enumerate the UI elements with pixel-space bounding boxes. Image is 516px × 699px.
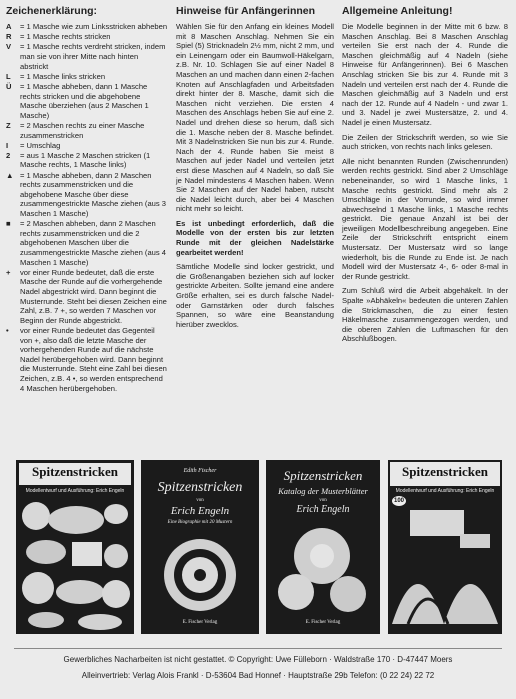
cover-name: Erich Engeln <box>170 505 230 517</box>
legend-text: = Umschlag <box>20 140 61 150</box>
legend-symbol: R <box>6 32 12 42</box>
legend-symbol: ▲ <box>6 170 14 180</box>
legend-symbol: Z <box>6 120 11 130</box>
lace-doilies-image <box>388 504 502 634</box>
legend-title: Zeichenerklärung: <box>6 5 98 17</box>
legend-item <box>6 42 168 71</box>
legend-text: = 2 Maschen rechts zu einer Masche zusammenstricken <box>20 120 145 140</box>
cover-von: von <box>196 498 204 503</box>
legend-symbol: Ü <box>6 81 12 91</box>
cover-von: von <box>319 498 327 503</box>
cover-subtitle: Modellentwurf und Ausführung: Erich Engeln <box>395 488 495 494</box>
legend-symbol: 2 <box>6 150 11 160</box>
legend-text: vor einer Runde bedeutet, daß die erste Masche der Runde auf die vorhergehende Nadel abgestrickt wird. Dann beginnt die Musterrunde. Steht bei diesen Zeichen eine Zahl, z.B. 7 +, so werden 7 Maschen vor Beginn der Runde abgestrickt. <box>20 267 167 325</box>
legend-symbol: L <box>6 71 11 81</box>
book-cover-4[interactable] <box>388 460 502 634</box>
legend-item <box>6 219 168 267</box>
general-title: Allgemeine Anleitung! <box>342 5 453 17</box>
legend-symbol: I <box>6 140 9 150</box>
footer-distribution: Alleinvertrieb: Verlag Alois Frankl · D-53604 Bad Honnef · Hauptstraße 29b Telefon: (0 22 24) 22 72 <box>81 671 435 680</box>
general-paragraph-3: Alle nicht benannten Runden (Zwischenrunden) werden rechts gestrickt. Sind aber 2 Umschläge nebeneinander, so wird 1 Masche links, 1 Masche rechts gestrickt. Sind mehr als 2 Umschläge in der Vorrunde, so wird immer abwechselnd 1 Masche links, 1 Masche rechts gestrickt. Die genaue Anzahl ist bei der jeweiligen Modellbeschreibung angegeben. Eine Zeile der Strickschrift entspricht einem Mustersatz. Der Mustersatz wird so lange wiederholt, bis die Runde zu Ende ist. Je nach Modell wird der Mustersatz 4-, 6- oder 8-mal in der Runde gestrickt. <box>342 156 508 281</box>
cover-subtitle: Katalog der Musterblätter <box>278 486 368 496</box>
cover-title: Spitzenstricken <box>283 468 363 483</box>
cover-title: Spitzenstricken <box>157 480 243 495</box>
legend-text: = 1 Masche rechts stricken <box>20 32 111 42</box>
book-cover-1[interactable] <box>16 460 134 634</box>
cover-author: Edith Fischer <box>183 468 217 474</box>
beginners-paragraph-3: Sämtliche Modelle sind locker gestrickt, und die Größenangaben beziehen sich auf locker gestrickte Arbeiten. Sollte jemand eine andere Größe erhalten, sei es durch falsche Nadel- oder Garnstärken oder durch falsches Spannen, so wäre eine Beanstandung hierüber zwecklos. <box>176 262 334 329</box>
legend-text: = 1 Masche wie zum Linksstricken abheben <box>20 22 168 31</box>
legend-item <box>6 72 168 82</box>
cover-subtitle: Eine Biographie mit 20 Mustern <box>167 520 233 525</box>
legend-item <box>6 151 168 170</box>
book-cover-3[interactable] <box>266 460 380 634</box>
general-paragraph-2: Die Zeilen der Strickschrift werden, so wie Sie auch stricken, von rechts nach links gelesen. <box>342 132 508 152</box>
legend-list <box>6 22 168 393</box>
cover-title: Spitzenstricken <box>402 464 488 479</box>
general-column <box>342 6 508 349</box>
general-paragraph-4: Zum Schluß wird die Arbeit abgehäkelt. In der Spalte »Abhäkeln« bedeuten die unteren Zahlen die Strickmaschen, die zu einer festen Häkelmasche zusammengezogen werden, und die oberen Zahlen die Luftmaschen für den Abschlußbogen. <box>342 286 508 344</box>
legend-symbol: ■ <box>6 219 11 229</box>
legend-symbol: + <box>6 267 11 277</box>
legend-symbol: • <box>6 325 9 335</box>
book-cover-2[interactable] <box>141 460 259 634</box>
book-covers <box>16 460 502 636</box>
beginners-title: Hinweise für Anfängerinnen <box>176 5 316 17</box>
legend-text: = 1 Masche abheben, dann 1 Masche rechts stricken und die abgehobene Masche überziehen (aus 2 Maschen 1 Masche) <box>20 81 149 120</box>
beginners-column <box>176 6 334 334</box>
beginners-paragraph-2: Es ist unbedingt erforderlich, daß die Modelle von der ersten bis zur letzten Runde mit der gleichen Nadelstärke gearbeitet werden! <box>176 218 334 257</box>
legend-text: = 1 Masche abheben, dann 2 Maschen rechts zusammenstricken und die abgehobene Masche über diese zusammengestrickte Masche ziehen (aus 3 Maschen 1 Masche) <box>20 170 167 219</box>
legend-text: = 1 Masche rechts verdreht stricken, indem man sie von ihrer Mitte nach hinten abstrickt <box>20 42 166 71</box>
cover-subtitle: Modellentwurf und Ausführung: Erich Engeln <box>25 488 125 494</box>
lace-doily-image <box>141 530 259 620</box>
beginners-paragraph-1: Wählen Sie für den Anfang ein kleines Modell mit 8 Maschen Anschlag. Nehmen Sie ein Spiel (5) Stricknadeln 2½ mm, nicht 2 mm, und ein Leinengarn oder ein Baumwoll-Häkelgarn, z.B. Nr. 10. Schlagen Sie auf einer Nadel 8 Maschen an und machen dann einen 2-fachen Knoten auf Anschlagfaden und Arbeitsfaden direkt hinter der 8. Masche, damit sich die Maschen nicht verziehen. Die ersten 4 Maschen des Anschlags heben Sie auf eine 2. Nadel und drehen diese so herum, daß sich die 1. Masche neben der 8. Masche befindet. Mit 3 Nadelnstricken Sie nun bis zur 4. Runde. Nach der 4. Runde haben Sie meist 8 Maschen auf jeder Nadel und verteilen jetzt erst diese Maschen auf 4 Nadeln, so daß Sie je Nadel mindestens 4 Maschen haben. Wenn Sie 2 Maschen auf der Nadel haben, rutscht die Nadel leicht durch, aber bei 4 Maschen nicht mehr so leicht. <box>176 22 334 214</box>
legend-item <box>6 22 168 32</box>
legend-text: = 2 Maschen abheben, dann 2 Maschen rechts zusammenstricken und die 2 abgehobenen Maschen über die zusammengestrickte Masche ziehen (aus 4 Maschen 1 Masche) <box>20 219 167 267</box>
cover-title: Spitzenstricken <box>32 464 118 479</box>
footer-divider <box>14 648 502 649</box>
legend-item <box>6 82 168 120</box>
cover-name: Erich Engeln <box>296 504 350 515</box>
legend-column <box>6 6 168 394</box>
cover-badge: 100 <box>393 498 404 504</box>
legend-item <box>6 171 168 219</box>
legend-item <box>6 268 168 326</box>
lace-doilies-image <box>266 520 380 620</box>
general-paragraph-1: Die Modelle beginnen in der Mitte mit 6 bzw. 8 Maschen Anschlag. Bei 8 Maschen Anschlag verteilen Sie erst nach der 4. Runde die Maschen gleichmäßig auf 4 Nadeln (siehe Hinweise für Anfängerinnen). Bei 6 Maschen Anschlag stricken Sie bis zur 4. Runde mit 3 Nadeln und verteilen erst nach der 4. Runde die Maschen gleichmäßig auf 3 Nadeln und erst nach der 12. Runde auf 4 Nadeln - und zwar 1. und 3. Nadel je zwei Mustersätze, 2. und 4. Nadel je einen Mustersatz. <box>342 22 508 127</box>
legend-item <box>6 32 168 42</box>
cover-publisher: E. Fischer Verlag <box>182 620 218 625</box>
legend-text: vor einer Runde bedeutet das Gegenteil von +, also daß die letzte Masche der vorhergehenden Runde auf die nächste Nadel herübergehoben wird. Dann beginnt die Musterrunde. Steht eine Zahl bei diesen Zeichen, z.B. 4 •, so werden entsprechend 4 Maschen herübergehoben. <box>20 325 167 393</box>
legend-item <box>6 141 168 151</box>
legend-symbol: V <box>6 42 12 52</box>
lace-doilies-image <box>16 496 134 634</box>
cover-publisher: E. Fischer Verlag <box>305 620 341 625</box>
legend-item <box>6 121 168 140</box>
legend-item <box>6 326 168 393</box>
legend-text: = aus 1 Masche 2 Maschen stricken (1 Masche rechts, 1 Masche links) <box>20 150 151 170</box>
footer-copyright: Gewerbliches Nacharbeiten ist nicht gestattet. © Copyright: Uwe Fülleborn · Waldstraße 170 · D-47447 Moers <box>63 655 453 664</box>
legend-symbol: A <box>6 22 12 31</box>
legend-text: = 1 Masche links stricken <box>20 71 106 81</box>
